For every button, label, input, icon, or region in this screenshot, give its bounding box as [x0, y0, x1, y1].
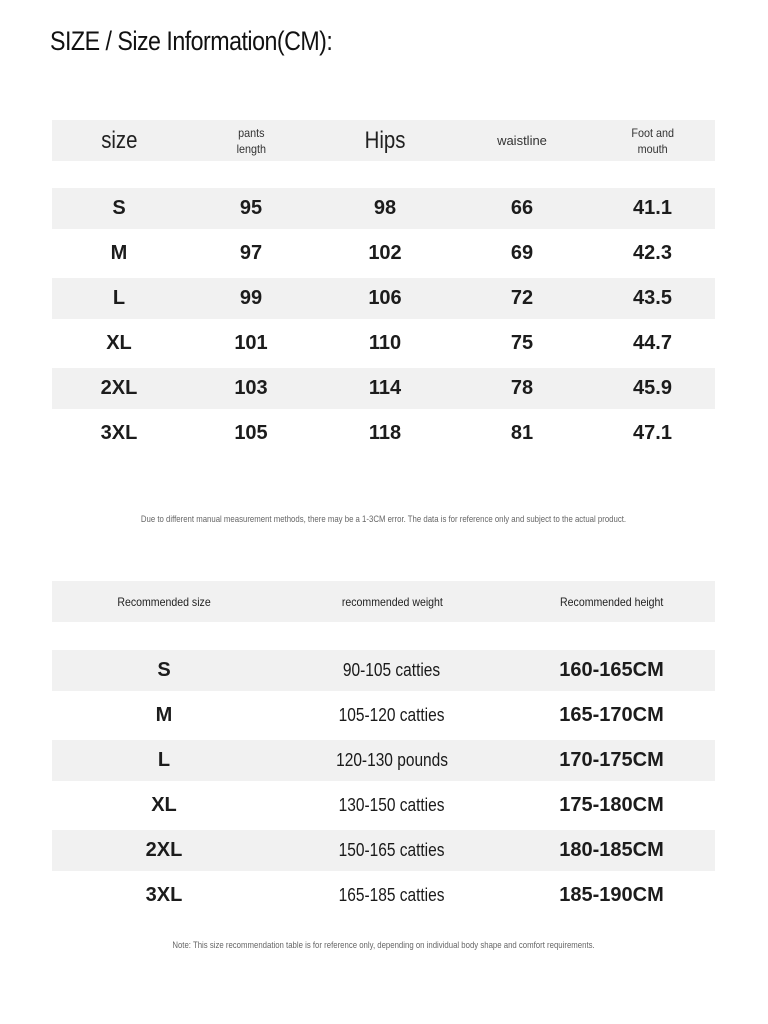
cell-size: S	[112, 197, 126, 219]
table-row	[52, 323, 715, 364]
cell-size: 3XL	[145, 884, 183, 906]
recommend-table-header	[52, 581, 715, 622]
recommend-table	[52, 581, 715, 622]
recommendation-note: Note: This size recommendation table is for reference only, depending on individual body shape and comfort requirements.	[172, 940, 595, 951]
cell-height: 165-170CM	[559, 704, 664, 726]
cell-weight: 105-120 catties	[339, 705, 445, 725]
cell-pants-length: 105	[234, 422, 268, 444]
cell-hips: 106	[368, 287, 402, 309]
cell-weight: 150-165 catties	[339, 840, 445, 860]
cell-hips: 98	[373, 197, 397, 219]
page-title: SIZE / Size Information(CM):	[50, 26, 333, 56]
header-recommended-weight: recommended weight	[341, 594, 443, 609]
cell-foot-mouth: 44.7	[633, 332, 672, 354]
header-recommended-height: Recommended height	[559, 594, 664, 609]
cell-foot-mouth: 42.3	[633, 242, 672, 264]
cell-height: 170-175CM	[559, 749, 664, 771]
cell-weight: 165-185 catties	[339, 885, 445, 905]
table-row	[52, 785, 715, 826]
header-foot-mouth-line2: mouth	[637, 141, 668, 156]
cell-foot-mouth: 43.5	[633, 287, 672, 309]
cell-hips: 110	[368, 332, 402, 354]
header-foot-mouth-line1: Foot and	[631, 125, 674, 140]
cell-size: XL	[151, 794, 177, 816]
size-table-header	[52, 120, 715, 161]
cell-waistline: 75	[510, 332, 534, 354]
cell-waistline: 78	[510, 377, 534, 399]
cell-waistline: 81	[510, 422, 534, 444]
table-row	[52, 368, 715, 409]
cell-size: L	[112, 287, 126, 309]
table-row	[52, 740, 715, 781]
table-row	[52, 233, 715, 274]
cell-waistline: 72	[510, 287, 534, 309]
header-hips: Hips	[364, 126, 406, 154]
recommend-table-body	[52, 650, 715, 916]
cell-height: 175-180CM	[559, 794, 664, 816]
header-pants-length-line1: pants	[237, 125, 265, 140]
cell-foot-mouth: 41.1	[633, 197, 672, 219]
cell-pants-length: 101	[234, 332, 268, 354]
table-row	[52, 695, 715, 736]
cell-weight: 120-130 pounds	[336, 750, 448, 770]
table-row	[52, 188, 715, 229]
cell-foot-mouth: 47.1	[633, 422, 672, 444]
cell-waistline: 66	[510, 197, 534, 219]
cell-size: 2XL	[145, 839, 183, 861]
cell-pants-length: 95	[239, 197, 263, 219]
table-row	[52, 650, 715, 691]
cell-foot-mouth: 45.9	[633, 377, 672, 399]
size-table	[52, 120, 715, 161]
cell-pants-length: 97	[239, 242, 263, 264]
cell-hips: 114	[368, 377, 402, 399]
cell-weight: 90-105 catties	[343, 660, 441, 680]
header-size: size	[100, 126, 138, 154]
cell-size: XL	[106, 332, 132, 354]
cell-pants-length: 99	[239, 287, 263, 309]
cell-size: 2XL	[100, 377, 138, 399]
table-row	[52, 875, 715, 916]
header-waistline: waistline	[497, 133, 547, 148]
cell-weight: 130-150 catties	[339, 795, 445, 815]
cell-height: 160-165CM	[559, 659, 664, 681]
cell-hips: 118	[368, 422, 402, 444]
cell-pants-length: 103	[234, 377, 268, 399]
cell-size: L	[157, 749, 171, 771]
cell-waistline: 69	[510, 242, 534, 264]
table-row	[52, 278, 715, 319]
cell-height: 180-185CM	[559, 839, 664, 861]
header-recommended-size: Recommended size	[117, 594, 211, 609]
header-pants-length	[186, 120, 316, 161]
cell-hips: 102	[368, 242, 402, 264]
cell-height: 185-190CM	[559, 884, 664, 906]
table-row	[52, 413, 715, 454]
cell-size: M	[110, 242, 128, 264]
cell-size: 3XL	[100, 422, 138, 444]
table-row	[52, 830, 715, 871]
header-pants-length-line2: length	[236, 141, 266, 156]
header-foot-mouth	[590, 120, 715, 161]
measurement-note: Due to different manual measurement methods, there may be a 1-3CM error. The data is for reference only and subject to the actual product.	[140, 514, 627, 525]
cell-size: M	[155, 704, 173, 726]
size-table-body	[52, 188, 715, 454]
cell-size: S	[157, 659, 171, 681]
